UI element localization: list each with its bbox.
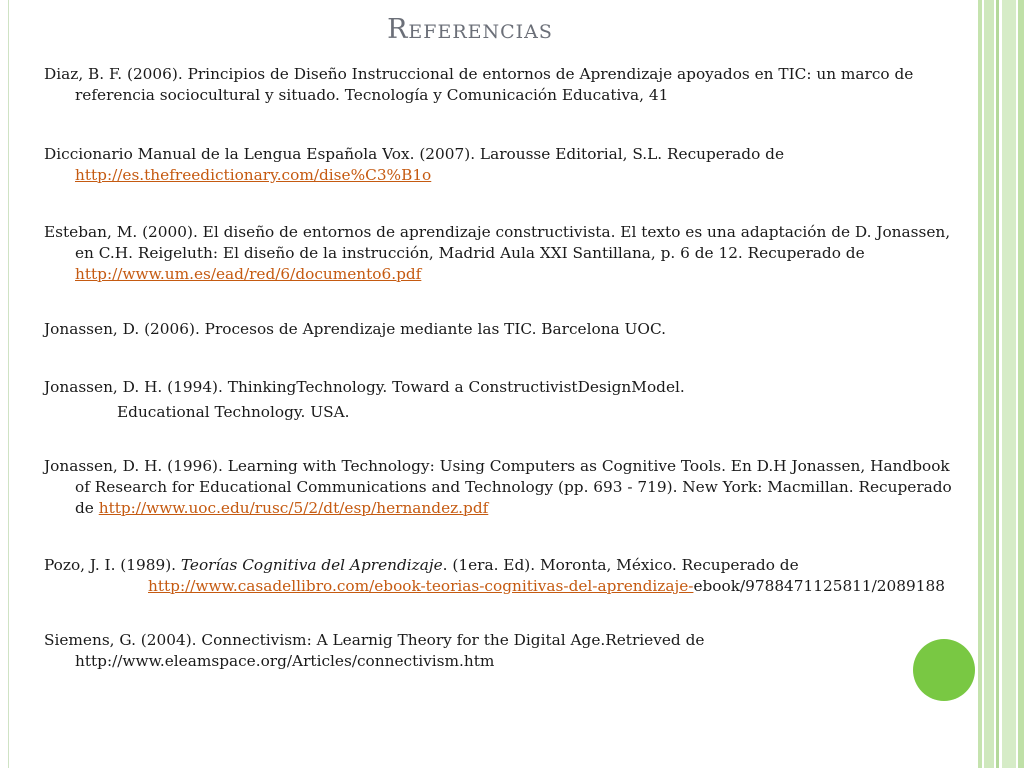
- reference-title-italic: Teorías Cognitiva del Aprendizaje: [180, 556, 443, 574]
- reference-esteban: [44, 222, 969, 285]
- reference-text: Pozo, J. I. (1989).: [44, 556, 181, 574]
- reference-link[interactable]: http://www.uoc.edu/rusc/5/2/dt/esp/hernandez.pdf: [98, 499, 489, 517]
- reference-text: Educational Technology. USA.: [117, 403, 350, 421]
- decor-stripe: [996, 0, 999, 768]
- reference-list: [44, 64, 969, 672]
- reference-diaz: [44, 64, 969, 106]
- reference-text: Diccionario Manual de la Lengua Española Vox. (2007). Larousse Editorial, S.L. Recuperado de: [44, 145, 785, 163]
- reference-text: Diaz, B. F. (2006). Principios de Diseño Instruccional de entornos de Aprendizaje apoyados en TIC: un marco de referencia sociocultural y situado. Tecnología y Comunicación Educativa, 41: [44, 65, 914, 104]
- reference-jonassen-2006: [44, 319, 969, 340]
- reference-text: . (1era. Ed). Moronta, México. Recuperado de: [442, 556, 799, 574]
- reference-siemens: [44, 630, 969, 672]
- green-circle-decoration: [913, 639, 975, 701]
- reference-text: Jonassen, D. H. (1996). Learning with Technology: Using Computers as Cognitive Tools. En D.H Jonassen, Handbook of Research for Educational Communications and Technology (pp. 693 - 719). New York: Macmillan. Recuperado de: [44, 457, 952, 517]
- reference-jonassen-1996: [44, 456, 969, 519]
- reference-link[interactable]: http://es.thefreedictionary.com/dise%C3%B1o: [75, 166, 432, 184]
- page-title: Referencias: [387, 14, 553, 45]
- reference-link[interactable]: http://www.um.es/ead/red/6/documento6.pdf: [75, 265, 422, 283]
- decor-stripe: [978, 0, 982, 768]
- reference-text: Jonassen, D. (2006). Procesos de Aprendizaje mediante las TIC. Barcelona UOC.: [44, 320, 666, 338]
- reference-line: [44, 576, 969, 597]
- decor-stripe: [1018, 0, 1024, 768]
- reference-link[interactable]: http://www.casadellibro.com/ebook-teorias-cognitivas-del-aprendizaje-: [148, 577, 694, 595]
- reference-text: ebook/9788471125811/2089188: [693, 577, 945, 595]
- reference-jonassen-1994: [44, 377, 969, 423]
- reference-diccionario: [44, 144, 969, 186]
- reference-line: [44, 402, 969, 423]
- reference-text: Jonassen, D. H. (1994). ThinkingTechnology. Toward a ConstructivistDesignModel.: [44, 378, 685, 396]
- reference-line: [44, 377, 969, 398]
- reference-text: Siemens, G. (2004). Connectivism: A Learnig Theory for the Digital Age.Retrieved de http://www.eleamspace.org/Articles/connectivism.htm: [44, 631, 705, 670]
- reference-text: Esteban, M. (2000). El diseño de entornos de aprendizaje constructivista. El texto es una adaptación de D. Jonassen, en C.H. Reigeluth: El diseño de la instrucción, Madrid Aula XXI Santillana, p. 6 de 12. Recuperado de: [44, 223, 951, 262]
- reference-line: [44, 555, 969, 576]
- decor-stripe: [984, 0, 994, 768]
- decor-stripe: [1002, 0, 1016, 768]
- reference-pozo: [44, 555, 969, 597]
